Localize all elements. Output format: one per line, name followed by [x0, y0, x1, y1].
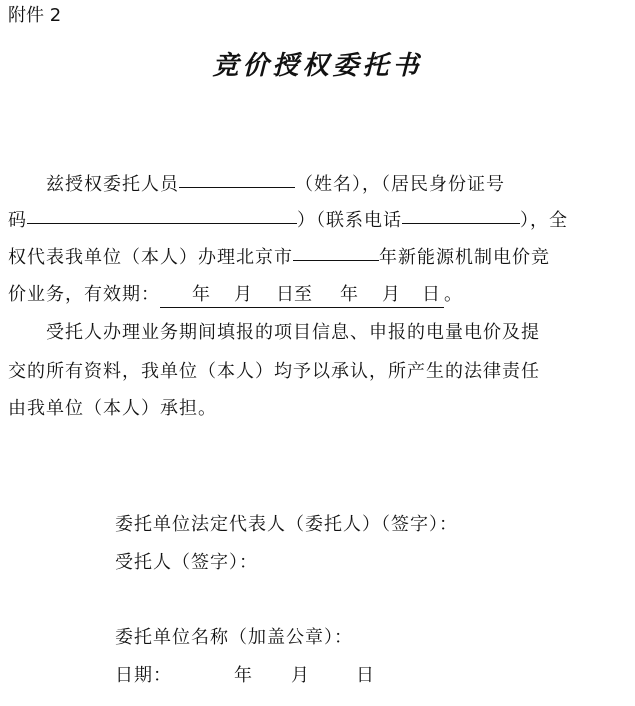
- text-authorize: 兹授权委托人员: [46, 174, 179, 195]
- text-segment: [8, 240, 550, 273]
- id-number-blank: [27, 201, 297, 224]
- text-code: 码: [8, 210, 27, 231]
- trustee-signature: 受托人（签字）：: [115, 552, 258, 573]
- phone-blank: [402, 201, 520, 224]
- text-agent-business: 受托人办理业务期间填报的项目信息、申报的电量电价及提: [46, 322, 540, 343]
- date-month: 月: [291, 665, 310, 686]
- date-day: 日: [356, 665, 375, 686]
- paragraph-1-line-4: [8, 280, 628, 310]
- attachment-label: 附件 2: [8, 5, 62, 26]
- text-segment: [8, 203, 568, 236]
- date-line: [115, 661, 375, 691]
- text-liability: 由我单位（本人）承担。: [8, 398, 217, 419]
- validity-end-year: 年: [340, 284, 358, 305]
- legal-representative-signature: 委托单位法定代表人（委托人）（签字）：: [115, 514, 458, 535]
- paragraph-1-line-1: [8, 167, 628, 197]
- paragraph-2-line-2: [8, 357, 628, 387]
- name-blank: [179, 165, 295, 188]
- text-segment: [8, 167, 505, 200]
- document-title: 竞价授权委托书: [212, 51, 423, 81]
- paragraph-1-line-2: [8, 203, 628, 233]
- paragraph-2-line-3: [8, 394, 628, 424]
- year-blank: [293, 238, 379, 261]
- text-validity: 价业务，有效期：: [8, 284, 160, 305]
- text-full: ），全: [520, 210, 568, 231]
- validity-period: [160, 283, 444, 308]
- date-label: 日期：: [115, 665, 172, 686]
- text-bidding: 年新能源机制电价竞: [379, 247, 550, 268]
- text-represent: 权代表我单位（本人）办理北京市: [8, 247, 293, 268]
- validity-start-month: 月: [234, 284, 252, 305]
- text-phone: ）（联系电话: [297, 210, 402, 231]
- paragraph-1-line-3: [8, 240, 628, 270]
- text-name-id: （姓名），（居民身份证号: [295, 174, 505, 195]
- validity-start-day: 日至: [276, 284, 312, 305]
- text-period-end: 。: [444, 284, 463, 305]
- validity-end-month: 月: [382, 284, 400, 305]
- unit-name-seal: 委托单位名称（加盖公章）：: [115, 627, 353, 648]
- text-materials: 交的所有资料，我单位（本人）均予以承认，所产生的法律责任: [8, 361, 540, 382]
- date-year: 年: [234, 665, 253, 686]
- validity-end-day: 日: [422, 284, 440, 305]
- validity-start-year: 年: [192, 284, 210, 305]
- paragraph-2-line-1: [8, 318, 628, 348]
